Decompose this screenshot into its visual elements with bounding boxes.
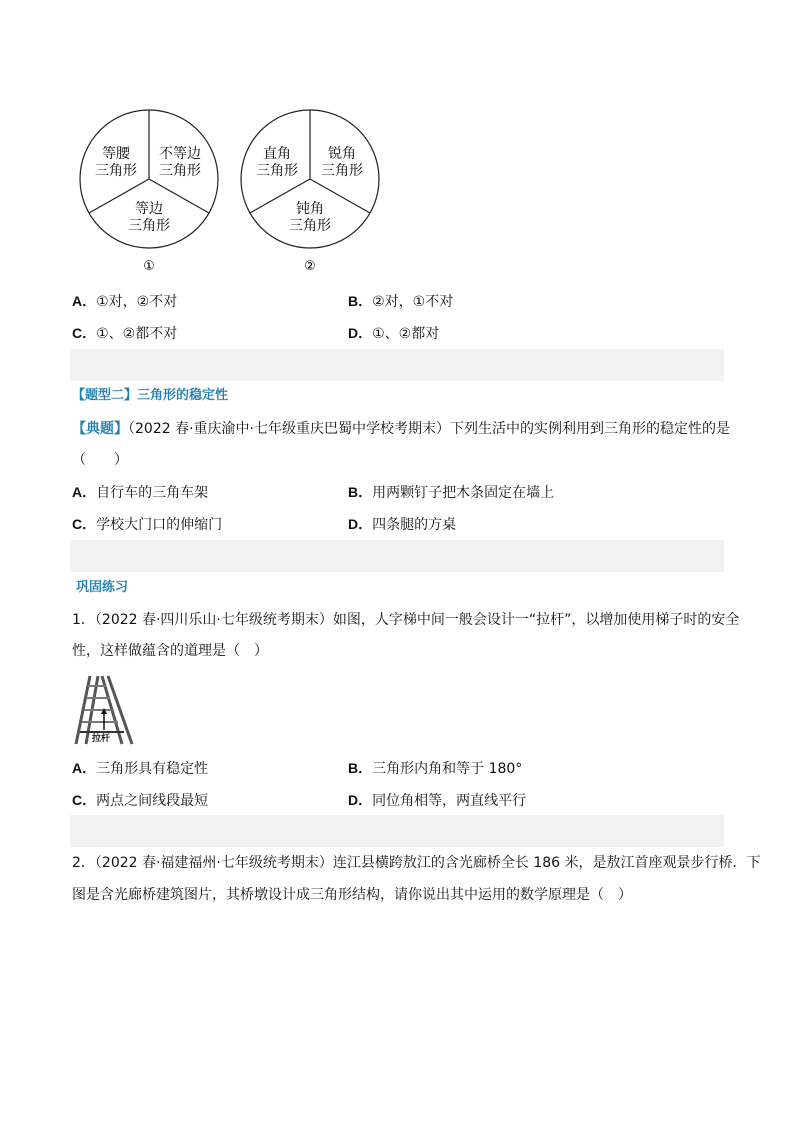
q2-line2: 图是含光廊桥建筑图片，其桥墩设计成三角形结构，请你说出其中运用的数学原理是（ ） xyxy=(72,887,632,903)
pie2-left-line1: 直角 xyxy=(263,146,291,162)
pie2-left-line2: 三角形 xyxy=(256,163,298,179)
practice-heading: 巩固练习 xyxy=(76,580,129,595)
pie2-bottom-line1: 钝角 xyxy=(296,201,324,217)
q1-line1: 1．（2022 春·四川乐山·七年级统考期末）如图，人字梯中间一般会设计一“拉杆”，以增加使用梯子时的安全 xyxy=(72,612,740,628)
example-option-c[interactable]: C．学校大门口的伸缩门 xyxy=(72,516,223,533)
pie2-right-line2: 三角形 xyxy=(321,163,363,179)
q1-option-c[interactable]: C．两点之间线段最短 xyxy=(72,792,209,809)
answer-band-2 xyxy=(70,540,724,572)
q0-option-c[interactable]: C．①、②都不对 xyxy=(72,325,178,342)
pie1-right-line2: 三角形 xyxy=(159,163,201,179)
pie2-caption: ② xyxy=(304,259,316,274)
pie1-bottom-line1: 等边 xyxy=(135,201,163,217)
ladder-label: 拉杆 xyxy=(92,734,111,744)
answer-band-3 xyxy=(70,815,724,847)
pie2-bottom-line2: 三角形 xyxy=(289,218,331,234)
pie1-caption: ① xyxy=(143,259,155,274)
section-heading-stability: 【题型二】三角形的稳定性 xyxy=(72,388,229,403)
q1-option-b[interactable]: B．三角形内角和等于 180° xyxy=(348,760,523,777)
q0-option-d[interactable]: D．①、②都对 xyxy=(348,325,440,342)
pie-chart-1 xyxy=(80,110,218,274)
q1-line2: 性，这样做蕴含的道理是（ ） xyxy=(72,643,268,659)
example-option-d[interactable]: D．四条腿的方桌 xyxy=(348,516,457,533)
q1-option-a[interactable]: A．三角形具有稳定性 xyxy=(72,760,209,777)
pie-chart-2 xyxy=(241,110,379,274)
example-option-b[interactable]: B．用两颗钉子把木条固定在墙上 xyxy=(348,484,555,501)
pie-diagrams xyxy=(70,100,390,280)
q2-line1: 2．（2022 春·福建福州·七年级统考期末）连江县横跨敖江的含光廊桥全长 186 米，是敖江首座观景步行桥．下 xyxy=(72,855,761,871)
q1-option-d[interactable]: D．同位角相等，两直线平行 xyxy=(348,792,527,809)
example-question-paren: （ ） xyxy=(72,452,128,468)
pie1-bottom-line2: 三角形 xyxy=(128,218,170,234)
example-tag: 【典题】 xyxy=(72,421,128,437)
pie1-right-line1: 不等边 xyxy=(159,146,201,162)
q0-option-b[interactable]: B．②对，①不对 xyxy=(348,293,454,310)
q0-option-a[interactable]: A．①对，②不对 xyxy=(72,293,178,310)
ladder-figure xyxy=(72,672,136,746)
example-question-line1: 【典题】（2022 春·重庆渝中·七年级重庆巴蜀中学校考期末）下列生活中的实例利用到三角形的稳定性的是 xyxy=(72,421,730,437)
answer-band-1 xyxy=(70,349,724,381)
example-option-a[interactable]: A．自行车的三角车架 xyxy=(72,484,209,501)
pie2-right-line1: 锐角 xyxy=(328,146,356,162)
pie1-left-line2: 三角形 xyxy=(95,163,137,179)
pie1-left-line1: 等腰 xyxy=(102,146,130,162)
